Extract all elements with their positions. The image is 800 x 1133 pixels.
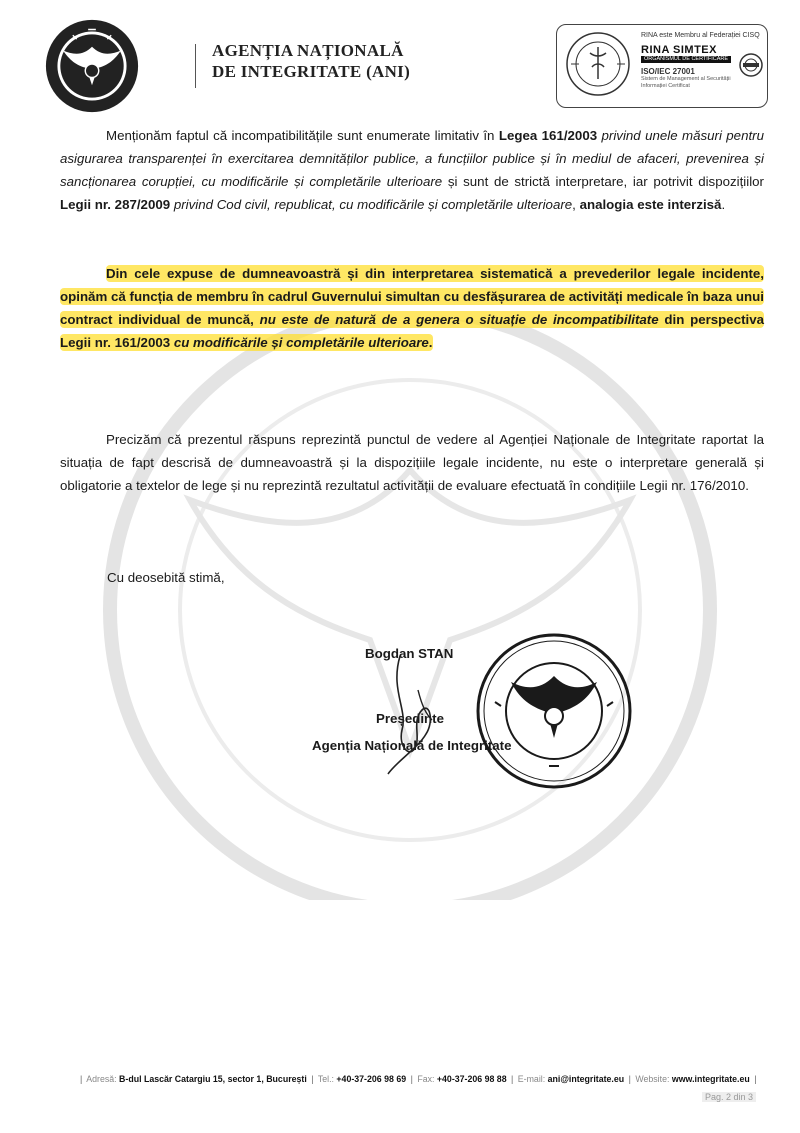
- agency-title-line2: DE INTEGRITATE (ANI): [212, 62, 411, 81]
- ani-logo: [44, 18, 140, 114]
- closing-salutation: Cu deosebită stimă,: [107, 570, 225, 585]
- iso-description-line2: Informației Certificat: [641, 83, 690, 89]
- eagle-watermark: [70, 320, 750, 900]
- header-divider: [195, 44, 196, 88]
- page-indicator: Pag. 2 din 3: [702, 1092, 756, 1102]
- certification-box: [556, 24, 768, 108]
- rina-seal-icon: [565, 31, 631, 97]
- website-label: Website:: [635, 1074, 670, 1084]
- iso-description-line1: Sistem de Management al Securității: [641, 76, 731, 82]
- paragraph-disclaimer: Precizăm că prezentul răspuns reprezintă punctul de vedere al Agenției Naționale de Integritate raportat la situația de fapt descrisă de dumneavoastră și la dispozițiile legale incidente, nu este o interpretare generală și obligatorie a textelor de lege și nu reprezintă rezultatul activității de evaluare efectuată în condițiile Legii nr. 176/2010.: [60, 432, 764, 493]
- highlighted-conclusion: Din cele expuse de dumneavoastră și din interpretarea sistematică a prevederilor legale incidente, opinăm că funcția de membru în cadrul Guvernului simultan cu desfășurarea de activități medicale în baza unui contract individual de muncă, nu este de natură de a genera o situație de incompatibilitate din perspectiva Legii nr. 161/2003 cu modificările și completările ulterioare.: [60, 266, 764, 350]
- signatory-name: Bogdan STAN: [365, 646, 454, 661]
- cisq-member-text: RINA este Membru al Federației CISQ: [641, 32, 760, 39]
- email-label: E-mail:: [517, 1074, 546, 1084]
- email-link[interactable]: ani@integritate.eu: [547, 1074, 625, 1084]
- rina-simtex-brand: RINA SIMTEX: [641, 44, 717, 56]
- agency-title-line1: AGENȚIA NAȚIONALĂ: [212, 41, 404, 60]
- certification-text: [641, 31, 760, 90]
- letterhead: [40, 14, 770, 104]
- address-label: Adresă:: [86, 1074, 117, 1084]
- certification-body-label: ORGANISMUL DE CERTIFICARE: [641, 56, 731, 63]
- website-link[interactable]: www.integritate.eu: [671, 1074, 750, 1084]
- paragraph-legal-basis: Menționăm faptul că incompatibilitățile sunt enumerate limitativ în Legea 161/2003 privind unele măsuri pentru asigurarea transparenței în exercitarea demnităților publice, a funcțiilor publice și în mediul de afaceri, prevenirea și sancționarea corupției, cu modificările și completările ulterioare și sunt de strictă interpretare, iar potrivit dispozițiilor Legii nr. 287/2009 privind Cod civil, republicat, cu modificările și completările ulterioare, analogia este interzisă.: [60, 128, 764, 212]
- address-value: B-dul Lascăr Catargiu 15, sector 1, București: [119, 1074, 307, 1084]
- paragraph-conclusion-highlighted: [60, 262, 764, 354]
- fax-label: Fax:: [417, 1074, 435, 1084]
- handwritten-signature: [360, 650, 450, 780]
- contact-footer: | Adresă: B-dul Lascăr Catargiu 15, sector 1, București | Tel.: +40-37-206 98 69 | Fax: +40-37-206 98 88 | E-mail: ani@integritate.eu | Website: www.integritate.eu |: [80, 1074, 757, 1084]
- iso-standard: ISO/IEC 27001: [641, 67, 695, 76]
- iqnet-icon: [739, 53, 763, 77]
- tel-label: Tel.:: [317, 1074, 334, 1084]
- signatory-organization: Agenția Națională de Integritate: [312, 738, 512, 753]
- fax-value: +40-37-206 98 88: [436, 1074, 507, 1084]
- official-stamp: [475, 632, 633, 790]
- agency-title: [212, 40, 410, 82]
- tel-value: +40-37-206 98 69: [336, 1074, 407, 1084]
- signatory-title: Președinte: [376, 711, 444, 726]
